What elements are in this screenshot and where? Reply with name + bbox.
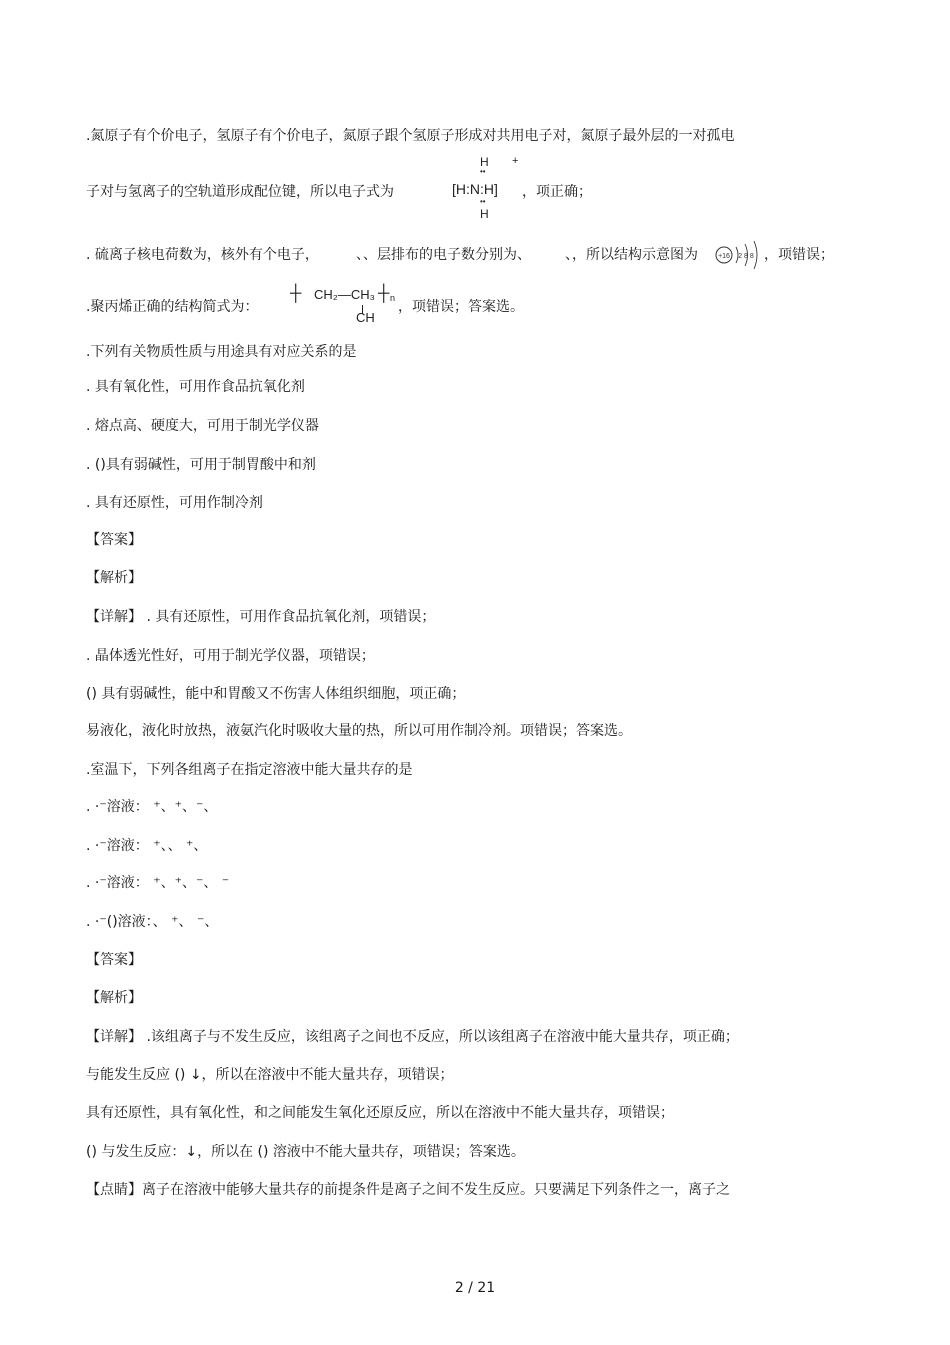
analysis-label: 【解析】 (86, 570, 142, 586)
repeat-count: n (390, 293, 396, 303)
ammonium-center: [H:N:H] (452, 181, 498, 197)
text-line: 子对与氢离子的空轨道形成配位键，所以电子式为 (86, 184, 394, 200)
hydrogen-atom: H (480, 207, 489, 221)
answer-label: 【答案】 (86, 952, 142, 968)
detail-line: () 与发生反应：↓，所以在 () 溶液中不能大量共存，项错误；答案选。 (86, 1144, 525, 1160)
text-segment: .聚丙烯正确的结构简式为： (86, 299, 259, 315)
shell-electrons: 2 8 8 (738, 253, 754, 260)
text-line: .氮原子有个价电子，氢原子有个价电子，氮原子跟个氢原子形成对共用电子对，氮原子最外层的一对孤电 (86, 128, 735, 144)
charge-sign: + (512, 155, 519, 167)
nucleus-label: +16 (718, 253, 730, 260)
detail-line: 与能发生反应 () ↓，所以在溶液中不能大量共存，项错误； (86, 1067, 454, 1083)
detail-line: 易液化，液化时放热，液氨汽化时吸收大量的热，所以可用作制冷剂。项错误；答案选。 (86, 723, 632, 739)
option-c: . ()具有弱碱性，可用于制胃酸中和剂 (86, 457, 316, 473)
electron-pair: •• (480, 197, 486, 206)
ammonium-electron-formula (450, 155, 530, 225)
option-d: . ·⁻()溶液：、 ⁺、 ⁻、 (86, 914, 219, 930)
analysis-label: 【解析】 (86, 990, 142, 1006)
answer-label: 【答案】 (86, 532, 142, 548)
tip-line: 【点睛】离子在溶液中能够大量共存的前提条件是离子之间不发生反应。只要满足下列条件之一，离子之 (86, 1182, 730, 1198)
option-a: . ·⁻溶液： ⁺、⁺、⁻、 (86, 799, 218, 815)
text-segment: . 硫离子核电荷数为，核外有个电子， (86, 247, 319, 263)
page-number: 2 / 21 (454, 1280, 496, 1296)
text-segment: 、，所以结构示意图为 (565, 247, 698, 263)
option-c: . ·⁻溶液： ⁺、⁺、⁻、 ⁻ (86, 875, 230, 891)
text-segment: ，项错误； (764, 247, 834, 263)
option-a: . 具有氧化性，可用作食品抗氧化剂 (86, 379, 305, 395)
text-segment: ，项错误；答案选。 (398, 299, 524, 315)
option-d: . 具有还原性，可用作制冷剂 (86, 495, 263, 511)
detail-line: 具有还原性，具有氧化性，和之间能发生氧化还原反应，所以在溶液中不能大量共存，项错误； (86, 1105, 674, 1121)
left-bracket: ┼ (290, 285, 302, 302)
electron-pair: •• (480, 167, 486, 176)
detail-line: . 晶体透光性好，可用于制光学仪器，项错误； (86, 648, 375, 664)
right-bracket: ┼ (378, 285, 390, 302)
question-stem: .下列有关物质性质与用途具有对应关系的是 (86, 344, 357, 360)
text-segment: 、、层排布的电子数分别为、 (356, 247, 531, 263)
text-segment: ，项正确； (522, 184, 592, 200)
detail-line: () 具有弱碱性，能中和胃酸又不伤害人体组织细胞，项正确； (86, 686, 466, 702)
question-stem: .室温下，下列各组离子在指定溶液中能大量共存的是 (86, 762, 413, 778)
sulfur-ion-structure-diagram (712, 238, 766, 272)
detail-line: 【详解】 . 具有还原性，可用作食品抗氧化剂，项错误； (86, 609, 436, 625)
detail-line: 【详解】 .该组离子与不发生反应，该组离子之间也不反应，所以该组离子在溶液中能大量共存，项正确； (86, 1029, 739, 1045)
chain-formula: CH₂—CH₃ (314, 287, 375, 302)
branch-group: CH (356, 310, 375, 325)
hydrogen-atom: H (480, 155, 489, 169)
polypropylene-structure (290, 283, 400, 329)
option-b: . 熔点高、硬度大，可用于制光学仪器 (86, 418, 319, 434)
option-b: . ·⁻溶液： ⁺、、 ⁺、 (86, 838, 208, 854)
